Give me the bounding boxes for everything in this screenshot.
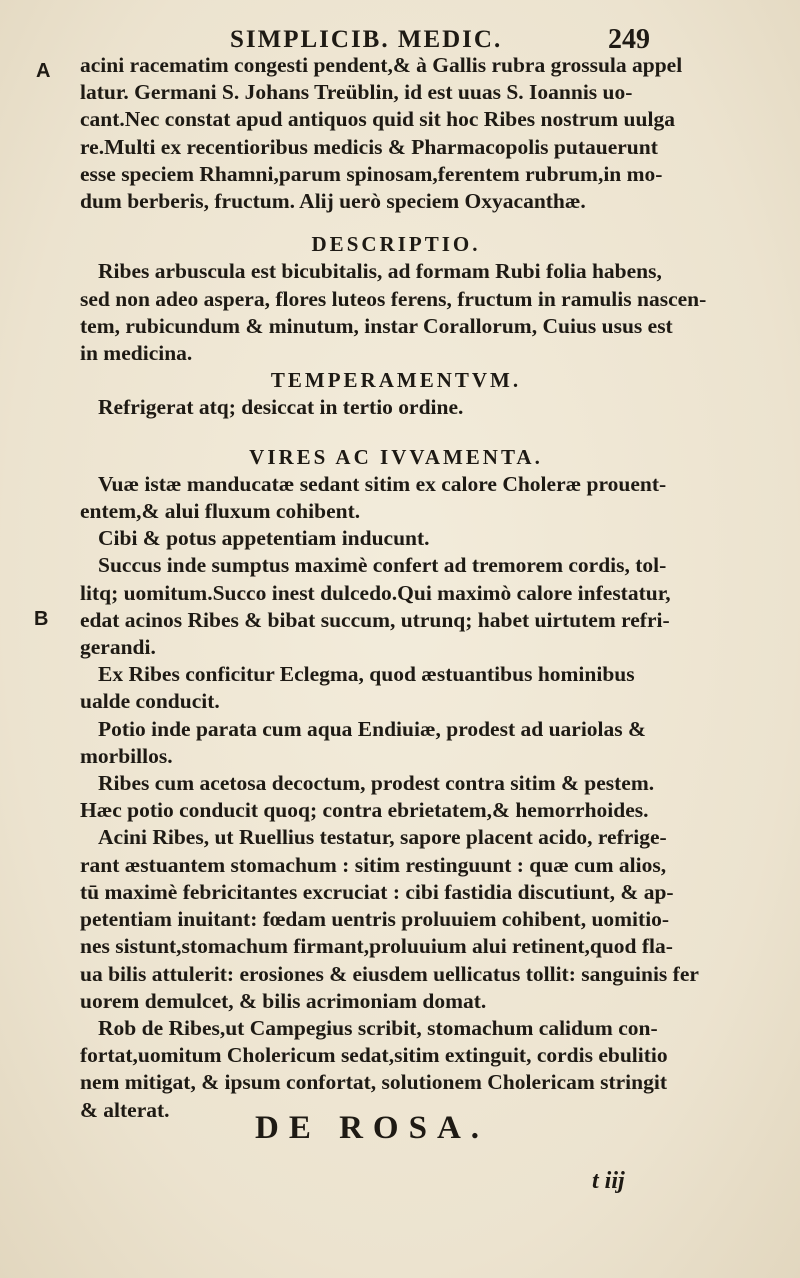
page-number: 249 [608, 24, 650, 55]
text-line: Cibi & potus appetentiam inducunt. [98, 526, 430, 551]
intro-paragraph [80, 52, 712, 215]
text-line: Rob de Ribes,ut Campegius scribit, stomachum calidum con- [98, 1015, 658, 1040]
text-line: esse speciem Rhamni,parum spinosam,ferentem rubrum,in mo- [80, 161, 663, 186]
descriptio-paragraph [80, 258, 712, 367]
section-heading-vires: VIRES AC IVVAMENTA. [249, 444, 543, 469]
text-line: tem, rubicundum & minutum, instar Corallorum, Cuius usus est [80, 313, 673, 338]
text-line: nes sistunt,stomachum firmant,proluuium alui retinent,quod fla- [80, 934, 673, 959]
text-line: uorem demulcet, & bilis acrimoniam domat. [80, 988, 487, 1013]
text-line: acini racematim congesti pendent,& à Gallis rubra grossula appel [80, 53, 683, 77]
text-line: Refrigerat atq; desiccat in tertio ordine. [98, 395, 464, 420]
running-head: SIMPLICIB. MEDIC. [230, 26, 503, 53]
text-line: Ex Ribes conficitur Eclegma, quod æstuantibus hominibus [98, 662, 635, 687]
text-line: Acini Ribes, ut Ruellius testatur, sapore placent acido, refrige- [98, 825, 667, 850]
text-line: ualde conducit. [80, 689, 220, 714]
text-line: sed non adeo aspera, flores luteos ferens, fructum in ramulis nascen- [80, 286, 707, 311]
text-line: Succus inde sumptus maximè confert ad tremorem cordis, tol- [98, 553, 667, 578]
text-line: Vuæ istæ manducatæ sedant sitim ex calore Choleræ prouent- [98, 471, 667, 496]
margin-marker-a: A [36, 60, 51, 82]
signature-mark: t iij [592, 1168, 625, 1194]
vires-paragraphs [80, 471, 712, 1124]
text-line: tū maximè febricitantes excruciat : cibi fastidia discutiunt, & ap- [80, 879, 674, 904]
text-line: & alterat. [80, 1097, 170, 1122]
section-heading-descriptio: DESCRIPTIO. [311, 232, 481, 257]
text-line: fortat,uomitum Cholericum sedat,sitim extinguit, cordis ebulitio [80, 1043, 668, 1068]
temperamentum-paragraph [80, 394, 712, 421]
text-line: litq; uomitum.Succo inest dulcedo.Qui maximò calore infestatur, [80, 580, 671, 605]
text-line: petentiam inuitant: fœdam uentris proluuiem cohibent, uomitio- [80, 907, 670, 932]
text-line: Potio inde parata cum aqua Endiuiæ, prodest ad uariolas & [98, 716, 646, 741]
text-line: rant æstuantem stomachum : sitim restinguunt : quæ cum alios, [80, 852, 667, 877]
text-line: entem,& alui fluxum cohibent. [80, 499, 361, 524]
body-text [80, 52, 712, 1124]
text-line: in medicina. [80, 341, 193, 366]
text-line: nem mitigat, & ipsum confortat, solutionem Cholericam stringit [80, 1070, 667, 1095]
next-chapter-heading: DE ROSA. [255, 1110, 490, 1146]
text-line: dum berberis, fructum. Alij uerò speciem Oxyacanthæ. [80, 189, 586, 214]
text-line: Hæc potio conducit quoq; contra ebrietatem,& hemorrhoides. [80, 798, 649, 823]
margin-marker-b: B [34, 608, 49, 630]
text-line: ua bilis attulerit: erosiones & eiusdem uellicatus tollit: sanguinis fer [80, 961, 699, 986]
text-line: latur. Germani S. Johans Treüblin, id est uuas S. Ioannis uo- [80, 80, 633, 105]
text-line: gerandi. [80, 635, 156, 660]
section-heading-temperamentum: TEMPERAMENTVM. [270, 368, 522, 393]
text-line: morbillos. [80, 743, 173, 768]
text-line: Ribes arbuscula est bicubitalis, ad formam Rubi folia habens, [98, 259, 662, 284]
text-line: Ribes cum acetosa decoctum, prodest contra sitim & pestem. [98, 771, 655, 796]
text-line: edat acinos Ribes & bibat succum, utrunq; habet uirtutem refri- [80, 607, 670, 632]
text-line: cant.Nec constat apud antiquos quid sit hoc Ribes nostrum uulga [80, 107, 675, 132]
text-line: re.Multi ex recentioribus medicis & Pharmacopolis putauerunt [80, 134, 658, 159]
